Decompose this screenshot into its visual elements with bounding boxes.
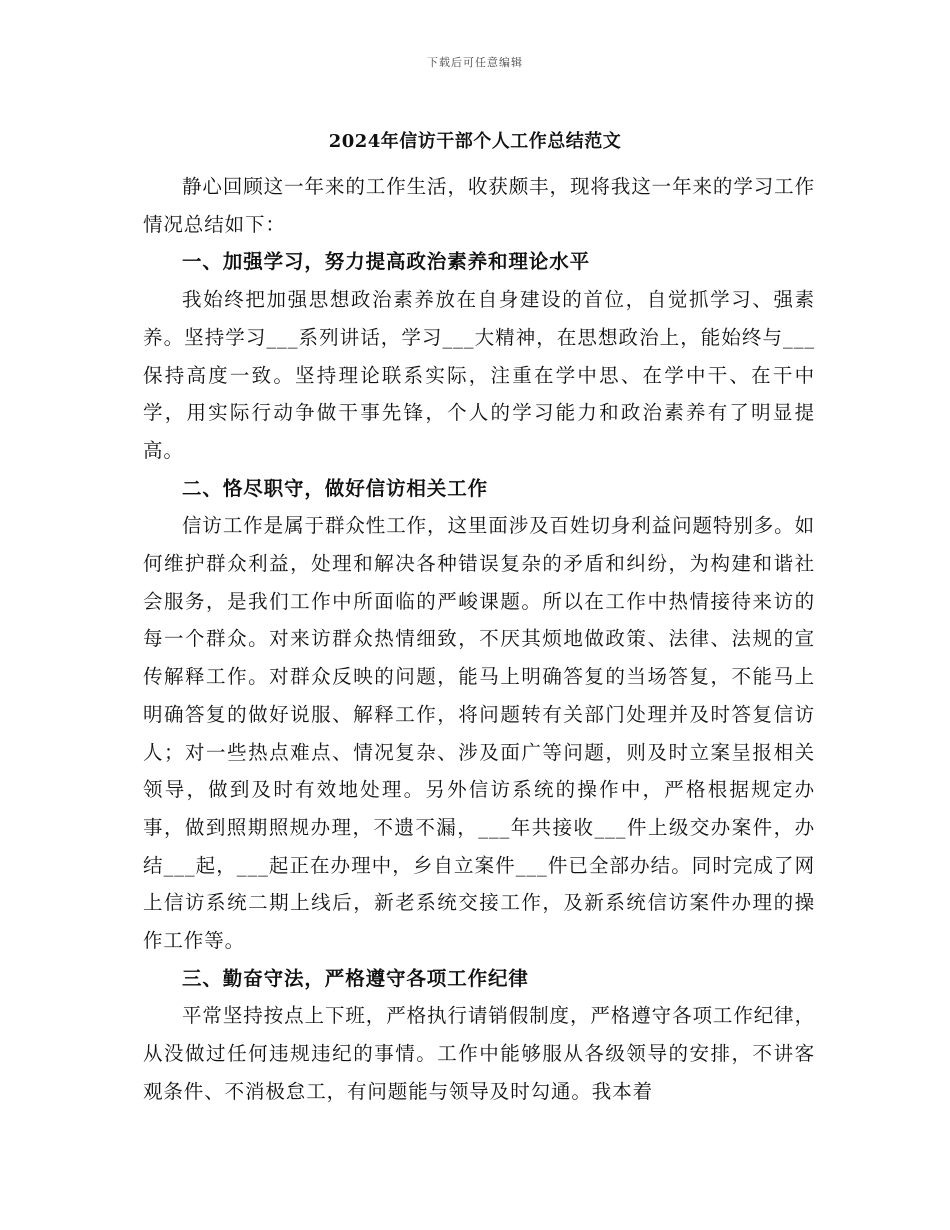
document-title: 2024年信访干部个人工作总结范文 — [328, 131, 622, 152]
intro-paragraph: 静心回顾这一年来的工作生活，收获颇丰，现将我这一年来的学习工作情况总结如下： — [143, 175, 815, 236]
section-3-paragraph: 平常坚持按点上下班，严格执行请销假制度，严格遵守各项工作纪律，从没做过任何违规违纪的事情。工作中能够服从各级领导的安排，不讲客观条件、不消极怠工，有问题能与领导及时勾通。我本着 — [143, 1004, 815, 1103]
section-1-heading: 一、加强学习，努力提高政治素养和理论水平 — [182, 250, 591, 274]
document-body — [143, 168, 815, 1111]
section-2-paragraph: 信访工作是属于群众性工作，这里面涉及百姓切身利益问题特别多。如何维护群众利益，处理和解决各种错误复杂的矛盾和纠纷，为构建和谐社会服务，是我们工作中所面临的严峻课题。所以在工作中热情接待来访的每一个群众。对来访群众热情细致，不厌其烦地做政策、法律、法规的宣传解释工作。对群众反映的问题，能马上明确答复的当场答复，不能马上明确答复的做好说服、解释工作，将问题转有关部门处理并及时答复信访人；对一些热点难点、情况复杂、涉及面广等问题，则及时立案呈报相关领导，做到及时有效地处理。另外信访系统的操作中，严格根据规定办事，做到照期照规办理，不遗不漏，___年共接收___件上级交办案件，办结___起，___起正在办理中，乡自立案件___件已全部办结。同时完成了网上信访系统二期上线后，新老系统交接工作，及新系统信访案件办理的操作工作等。 — [143, 514, 815, 953]
section-2-heading: 二、恪尽职守，做好信访相关工作 — [182, 476, 489, 500]
section-1-paragraph: 我始终把加强思想政治素养放在自身建设的首位，自觉抓学习、强素养。坚持学习___系列讲话，学习___大精神，在思想政治上，能始终与___保持高度一致。坚持理论联系实际，注重在学中思、在学中干、在干中学，用实际行动争做干事先锋，个人的学习能力和政治素养有了明显提高。 — [143, 288, 815, 462]
section-3-heading: 三、勤奋守法，严格遵守各项工作纪律 — [182, 966, 529, 990]
header-note: 下载后可任意编辑 — [427, 56, 523, 69]
